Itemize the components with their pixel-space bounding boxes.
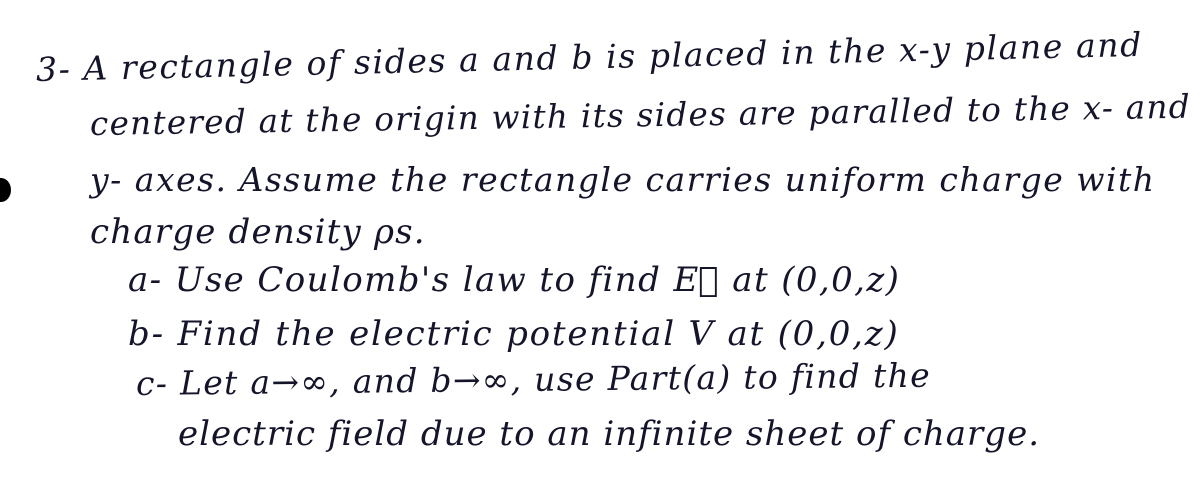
problem-line-3: y- axes. Assume the rectangle carries uniform charge with <box>90 160 1156 199</box>
part-b-text: b- Find the electric potential V at (0,0,z) <box>128 314 900 354</box>
margin-ink-dot <box>0 178 11 202</box>
problem-line-1: 3- A rectangle of sides a and b is placed in the x-y plane and <box>35 24 1144 89</box>
problem-line-4: charge density ρs. <box>90 212 426 252</box>
part-c-continuation: electric field due to an infinite sheet of charge. <box>178 414 1040 454</box>
part-a-text: a- Use Coulomb's law to find E⃗ at (0,0,z) <box>128 260 901 300</box>
problem-line-2: centered at the origin with its sides are paralled to the x- and <box>89 87 1192 143</box>
part-c-text: c- Let a→∞, and b→∞, use Part(a) to find the <box>135 355 932 403</box>
